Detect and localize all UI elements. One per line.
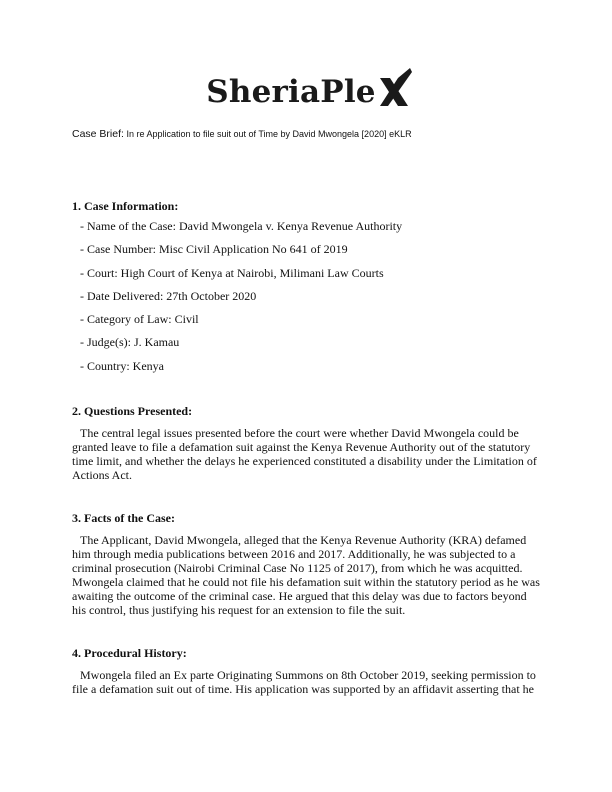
- case-info-item: - Category of Law: Civil: [80, 312, 199, 327]
- section-heading: 2. Questions Presented:: [72, 403, 193, 418]
- sheriaplex-logo: [0, 74, 612, 110]
- questions-presented-section: [72, 403, 540, 482]
- section-paragraph: Mwongela filed an Ex parte Originating Summons on 8th October 2019, seeking permission to file a defamation suit out of time. His application was supported by an affidavit asserting that he: [72, 667, 536, 696]
- case-info-item: - Court: High Court of Kenya at Nairobi, Milimani Law Courts: [80, 265, 384, 280]
- procedural-history-section: [72, 645, 540, 696]
- case-info-item: - Date Delivered: 27th October 2020: [80, 288, 257, 303]
- section-paragraph: The Applicant, David Mwongela, alleged that the Kenya Revenue Authority (KRA) defamed him through media publications between 2016 and 2017. Additionally, he was subjected to a criminal prosecution (Nairobi Criminal Case No 1125 of 2017), from which he was acquitted. Mwongela claimed that he could not file his defamation suit within the statutory period as he was awaiting the outcome of the criminal case. He argued that this delay was due to factors beyond his control, thus justifying his request for an extension to file the suit.: [72, 532, 540, 617]
- case-brief-title: [72, 128, 412, 140]
- case-information-section: [72, 198, 540, 373]
- case-info-item: - Case Number: Misc Civil Application No 641 of 2019: [80, 242, 348, 257]
- case-info-list: [72, 219, 540, 373]
- section-heading: 3. Facts of the Case:: [72, 510, 175, 525]
- case-brief-prefix: Case Brief:: [72, 128, 124, 140]
- logo-wordmark: [206, 74, 405, 110]
- section-heading: 1. Case Information:: [72, 199, 179, 213]
- logo-x-mark-icon: [374, 66, 414, 110]
- case-info-item: - Name of the Case: David Mwongela v. Kenya Revenue Authority: [80, 219, 403, 233]
- case-brief-text: In re Application to file suit out of Time by David Mwongela [2020] eKLR: [123, 129, 412, 139]
- section-heading: 4. Procedural History:: [72, 645, 187, 660]
- section-paragraph: The central legal issues presented before the court were whether David Mwongela could be granted leave to file a defamation suit against the Kenya Revenue Authority out of the statutory time limit, and whether the delays he experienced constituted a disability under the Limitation of Actions Act.: [72, 425, 537, 482]
- case-info-item: - Judge(s): J. Kamau: [80, 335, 180, 350]
- logo-text: SheriaPle: [206, 74, 376, 110]
- facts-section: [72, 510, 540, 617]
- document-body: [72, 198, 540, 696]
- case-info-item: - Country: Kenya: [80, 358, 164, 373]
